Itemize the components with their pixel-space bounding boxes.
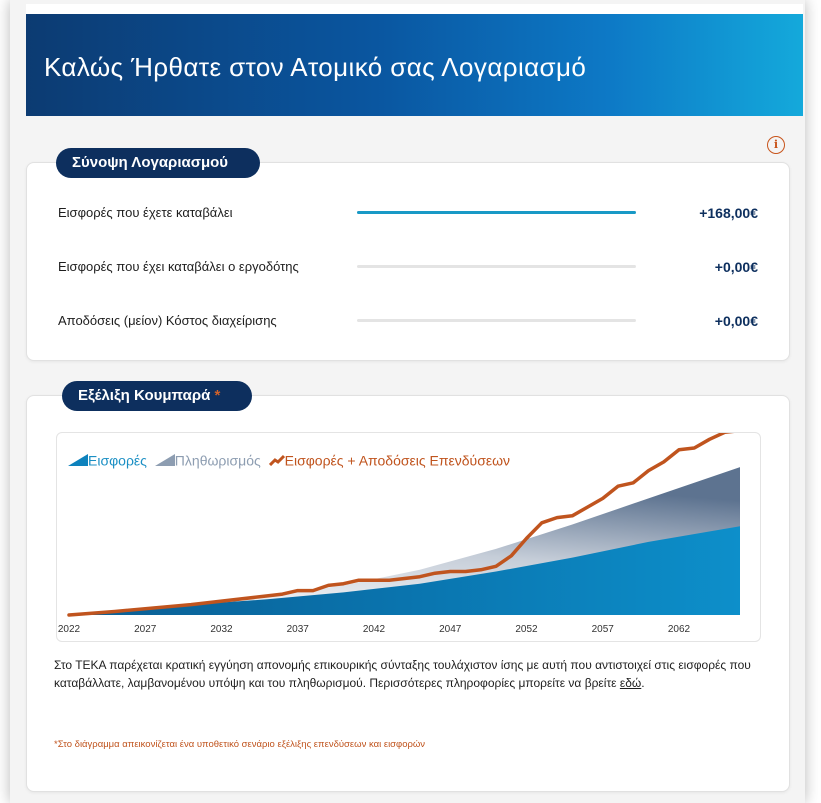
value-employee-contributions: +168,00€	[699, 205, 758, 221]
savings-growth-title-text: Εξέλιξη Κουμπαρά	[78, 387, 211, 404]
x-tick-label: 2047	[439, 624, 462, 635]
row-label-employee-contributions: Εισφορές που έχετε καταβάλει	[58, 205, 233, 220]
account-summary-title: Σύνοψη Λογαριασμού	[56, 148, 260, 178]
chart-footnote: *Στο διάγραμμα απεικονίζεται ένα υποθετικό σενάριο εξέλιξης επενδύσεων και εισφορών	[54, 739, 426, 750]
inflation-legend-icon	[155, 454, 175, 466]
x-tick-label: 2057	[591, 624, 614, 635]
disclaimer-text: Στο ΤΕΚΑ παρέχεται κρατική εγγύηση απονομής επικουρικής σύνταξης τουλάχιστον ίσης με αυτή που αντιστοιχεί στις εισφορές που καταβάλλατε, λαμβανομένου υπόψη και του πληθωρισμού. Περισσότερες πληροφορίες μπορείτε να βρείτε	[54, 658, 751, 690]
legend-contributions: Εισφορές	[88, 452, 147, 469]
legend-inflation: Πληθωρισμός	[174, 452, 261, 469]
row-label-employer-contributions: Εισφορές που έχει καταβάλει ο εργοδότης	[58, 259, 299, 274]
chart-legend	[68, 451, 510, 468]
guarantee-disclaimer	[54, 656, 764, 692]
x-tick-label: 2032	[210, 624, 233, 635]
info-icon[interactable]: i	[767, 136, 785, 154]
legend-returns: Εισφορές + Αποδόσεις Επενδύσεων	[284, 452, 511, 469]
row-label-returns-minus-costs: Αποδόσεις (μείον) Κόστος διαχείρισης	[58, 313, 277, 328]
bar-employee-contributions	[357, 211, 636, 214]
x-tick-label: 2062	[667, 624, 691, 635]
value-employer-contributions: +0,00€	[714, 259, 758, 275]
x-tick-label: 2027	[134, 624, 157, 635]
page-header	[26, 14, 803, 116]
x-tick-label: 2037	[286, 624, 309, 635]
savings-growth-title	[62, 381, 252, 411]
value-returns-minus-costs: +0,00€	[714, 313, 758, 329]
returns-legend-icon	[269, 454, 285, 466]
more-info-link[interactable]: εδώ	[619, 676, 642, 690]
x-tick-label: 2042	[362, 624, 386, 635]
asterisk-marker: *	[214, 387, 221, 404]
page-title: Καλώς Ήρθατε στον Ατομικό σας Λογαριασμό	[44, 52, 587, 82]
x-tick-label: 2022	[57, 624, 81, 635]
top-strip	[26, 4, 803, 14]
x-tick-label: 2052	[515, 624, 538, 635]
contributions-legend-icon	[68, 454, 88, 466]
disclaimer-end: .	[641, 676, 645, 690]
bar-returns-minus-costs	[357, 319, 636, 322]
bar-employer-contributions	[357, 265, 636, 268]
bar-fill	[357, 211, 636, 214]
